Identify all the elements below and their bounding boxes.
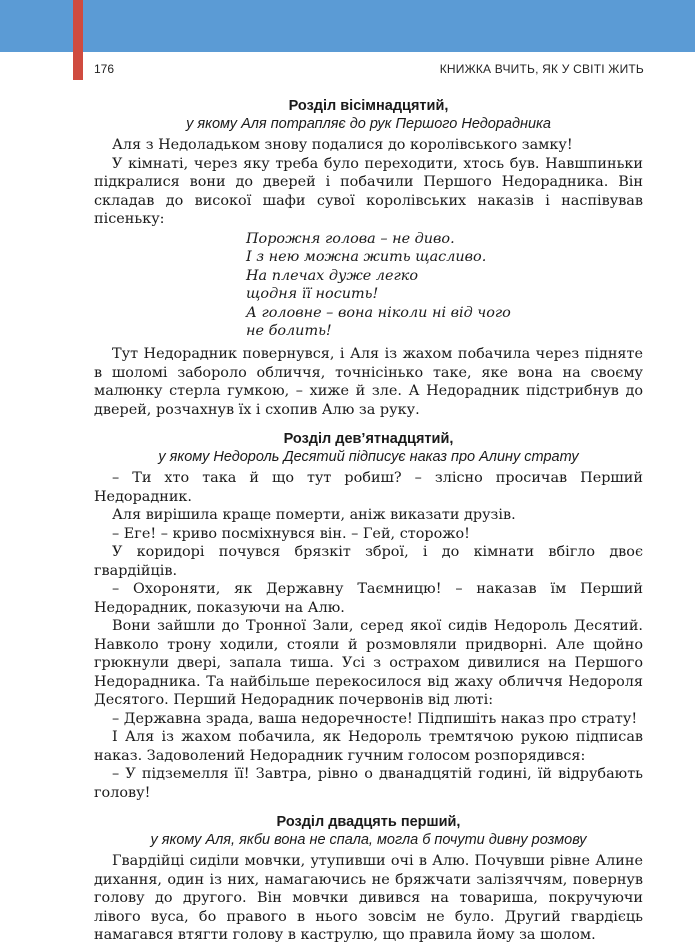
paragraph: У кімнаті, через яку треба було переходити, хтось був. Навшпиньки підкралися вони до дверей і побачили Першого Недорадника. Він складав до високої шафи сувої королівських наказів і наспівував пісеньку: [94,155,643,227]
section-title: Розділ дев’ятнадцятий, [283,431,454,448]
paragraph: – Охороняти, як Державну Таємницю! – наказав їм Перший Недорадник, показуючи на Алю. [94,581,643,616]
paragraph: – Ти хто така й що тут робиш? – злісно просичав Перший Недорадник. [94,470,643,505]
section-19 [94,430,643,802]
verse-line: А головне – вона ніколи ні від чого [246,304,511,321]
paragraph: І Аля із жахом побачила, як Недороль тремтячою рукою підписав наказ. Задоволений Недорадник гучним голосом розпорядився: [94,729,643,764]
section-title: Розділ двадцять перший, [276,814,461,831]
paragraph: – Еге! – криво посміхнувся він. – Гей, сторожо! [112,525,470,542]
song-verse [246,230,643,342]
header-band [0,0,695,52]
paragraph: Вони зайшли до Тронної Зали, серед якої сидів Недороль Десятий. Навколо трону ходили, стояли й розмовляли придворні. Але щойно грюкнули двері, запала тиша. Усі з острахом дивилися на Першого Недорадника. Та найбільше перекосилося від жаху обличчя Недороля Десятого. Перший Недорадник почервонів від люті: [94,618,643,709]
section-subtitle: у якому Недороль Десятий підписує наказ про Алину страту [158,449,579,466]
page-number: 176 [94,62,115,76]
section-subtitle: у якому Аля потрапляє до рук Першого Недорадника [186,116,551,132]
paragraph: – У підземелля її! Завтра, рівно о дванадцятій годині, їй відрубають голову! [94,766,643,801]
paragraph: – Державна зрада, ваша недоречносте! Підпишіть наказ про страту! [112,710,638,727]
verse-line: Порожня голова – не диво. [246,230,455,247]
section-title: Розділ вісімнадцятий, [288,98,449,114]
paragraph: Гвардійці сиділи мовчки, утупивши очі в Алю. Почувши рівне Алине дихання, один із них, намагаючись не бряжчати залізяччям, повернув голову до другого. Він мовчки дивився на товариша, покручуючи лівого вуса, бо правого в нього зовсім не було. Другий гвардієць намагався втягти голову в каструлю, що правила йому за шолом. [94,853,643,944]
running-title: КНИЖКА ВЧИТЬ, ЯК У СВІТІ ЖИТЬ [439,62,644,76]
verse-line: щодня її носить! [246,286,379,303]
section-subtitle: у якому Аля, якби вона не спала, могла б почути дивну розмову [150,832,587,849]
section-18 [94,97,643,419]
paragraph: Аля з Недоладьком знову подалися до королівського замку! [112,137,573,153]
verse-line: І з нею можна жить щасливо. [246,249,487,266]
chapter-marker-strip [73,0,83,80]
page-content [94,97,643,945]
paragraph: Тут Недорадник повернувся, і Аля із жахом побачила через підняте в шоломі забороло обличчя, точнісінько таке, яке вона на своєму малюнку стерла гумкою, – хиже й зле. А Недорадник підстрибнув до дверей, розчахнув їх і схопив Алю за руку. [94,346,643,418]
section-21 [94,813,643,945]
verse-line: не болить! [246,323,332,340]
verse-line: На плечах дуже легко [246,267,418,284]
paragraph: У коридорі почувся брязкіт зброї, і до кімнати вбігло двоє гвардійців. [94,544,643,579]
paragraph: Аля вирішила краще померти, аніж виказати друзів. [112,507,516,524]
